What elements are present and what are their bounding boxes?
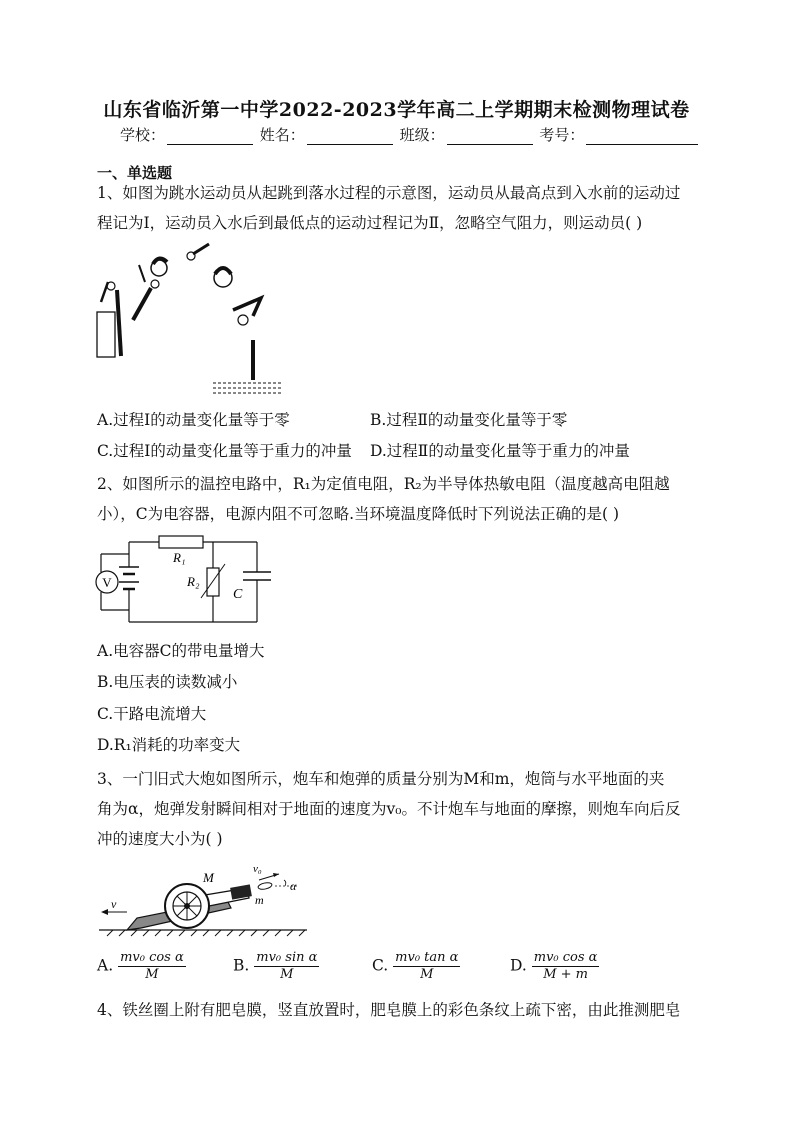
voltmeter-label: V [102,575,112,590]
q3-c-num: mv₀ tan α [395,950,459,965]
q3-d-den: M + m [543,967,588,982]
q3-b-fraction [254,950,319,983]
r2-label: R₂ [187,574,200,589]
q3-b-num: mv₀ sin α [256,950,318,965]
q3-a-prefix: A. [97,956,114,975]
school-label: 学校： [120,126,166,144]
q2-line2: 小），C为电容器，电源内阻不可忽略.当环境温度降低时下列说法正确的是( ) [97,505,620,523]
q3-line2: 角为α，炮弹发射瞬间相对于地面的速度为v₀。不计炮车与地面的摩擦，则炮车向后反 [97,800,681,818]
q3-line1: 3、一门旧式大炮如图所示，炮车和炮弹的质量分别为M和m，炮筒与水平地面的夹 [97,770,665,788]
q3-c-fraction [393,950,460,983]
label-alpha: α [290,879,297,893]
q1-option-a[interactable]: A.过程Ⅰ的动量变化量等于零 [97,411,290,429]
q3-line3: 冲的速度大小为( ) [97,830,223,848]
cannon-diagram [97,860,317,940]
q2-option-b[interactable]: B.电压表的读数减小 [97,673,238,691]
q3-a-fraction [118,950,186,983]
q1-option-d[interactable]: D.过程Ⅱ的动量变化量等于重力的冲量 [370,442,630,460]
q3-a-num: mv₀ cos α [120,950,184,965]
name-label: 姓名： [259,126,305,144]
q2-option-a[interactable]: A.电容器C的带电量增大 [97,642,265,660]
section-heading: 一、单选题 [97,164,173,182]
student-info-line [120,124,700,145]
label-v0: v₀ [253,863,262,875]
q2-option-c[interactable]: C.干路电流增大 [97,705,207,723]
c-label: C [233,587,243,602]
q2-option-d[interactable]: D.R₁消耗的功率变大 [97,736,241,754]
q1-line1: 1、如图为跳水运动员从起跳到落水过程的示意图，运动员从最高点到入水前的运动过 [97,184,681,202]
q1-line2: 程记为Ⅰ，运动员入水后到最低点的运动过程记为Ⅱ，忽略空气阻力，则运动员( ) [97,214,643,232]
class-blank[interactable] [447,130,533,145]
page-title: 山东省临沂第一中学2022-2023学年高二上学期期末检测物理试卷 [103,99,690,121]
q3-b-prefix: B. [233,956,250,975]
q3-option-c[interactable] [372,950,460,983]
class-label: 班级： [399,126,445,144]
q1-option-b[interactable]: B.过程Ⅱ的动量变化量等于零 [370,411,568,429]
q3-d-prefix: D. [510,956,527,975]
q3-a-den: M [145,967,159,982]
question-4-stem [97,995,703,1025]
question-1-stem [97,178,703,238]
q3-c-den: M [420,967,434,982]
q3-d-fraction [532,950,600,983]
diving-diagram [93,240,293,405]
q3-option-b[interactable] [233,950,319,983]
q4-line1: 4、铁丝圈上附有肥皂膜，竖直放置时，肥皂膜上的彩色条纹上疏下密，由此推测肥皂 [97,1001,681,1019]
q3-d-num: mv₀ cos α [533,950,598,965]
q1-option-c[interactable]: C.过程Ⅰ的动量变化量等于重力的冲量 [97,442,352,460]
school-blank[interactable] [167,130,253,145]
name-blank[interactable] [307,130,393,145]
circuit-diagram [93,532,283,632]
q3-option-a[interactable] [97,950,186,983]
label-M: M [203,870,214,885]
r1-label: R₁ [173,550,186,565]
q3-option-d[interactable] [510,950,599,983]
question-2-stem [97,469,703,529]
label-m: m [255,893,264,907]
question-3-stem [97,764,703,854]
q3-b-den: M [280,967,294,982]
q3-c-prefix: C. [372,956,389,975]
number-label: 考号： [539,126,585,144]
number-blank[interactable] [586,130,698,145]
label-v: v [111,897,117,911]
q2-line1: 2、如图所示的温控电路中，R₁为定值电阻，R₂为半导体热敏电阻（温度越高电阻越 [97,475,670,493]
